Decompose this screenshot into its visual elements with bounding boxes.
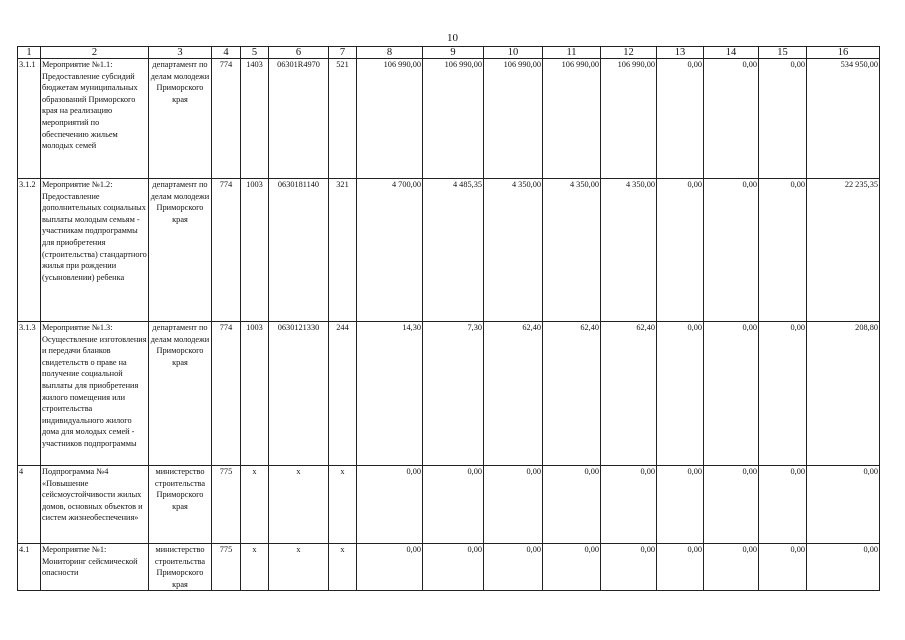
- row-executor: министерство строительства Приморского края: [149, 466, 212, 544]
- row-total: 0,00: [807, 466, 880, 544]
- row-grbs: 775: [212, 544, 241, 591]
- row-value: 0,00: [357, 466, 423, 544]
- row-value: 7,30: [423, 322, 484, 466]
- row-name: Подпрограмма №4 «Повышение сейсмоустойчивости жилых домов, основных объектов и систем жизнеобеспечения»: [41, 466, 149, 544]
- row-value: 0,00: [484, 544, 543, 591]
- row-value: 0,00: [704, 466, 759, 544]
- row-value: 14,30: [357, 322, 423, 466]
- row-vr: 521: [329, 59, 357, 179]
- row-total: 22 235,35: [807, 179, 880, 322]
- row-executor: министерство строительства Приморского края: [149, 544, 212, 591]
- row-csr: x: [269, 466, 329, 544]
- row-executor: департамент по делам молодежи Приморского края: [149, 59, 212, 179]
- row-id: 3.1.1: [18, 59, 41, 179]
- row-grbs: 774: [212, 179, 241, 322]
- column-header: 2: [41, 47, 149, 59]
- row-value: 0,00: [657, 322, 704, 466]
- row-csr: 06301R4970: [269, 59, 329, 179]
- column-header: 3: [149, 47, 212, 59]
- row-vr: x: [329, 466, 357, 544]
- row-value: 0,00: [759, 466, 807, 544]
- page-number: 10: [447, 32, 458, 44]
- row-name: Мероприятие №1.2: Предоставление дополнительных социальных выплаты молодым семьям - участникам подпрограммы для приобретения (строительства) стандартного жилья при рождении (усыновлении) ребенка: [41, 179, 149, 322]
- row-value: 0,00: [704, 59, 759, 179]
- header-row: [18, 47, 880, 59]
- column-header: 16: [807, 47, 880, 59]
- row-value: 0,00: [543, 544, 601, 591]
- row-rzpr: 1403: [241, 59, 269, 179]
- row-value: 106 990,00: [543, 59, 601, 179]
- row-executor: департамент по делам молодежи Приморского края: [149, 322, 212, 466]
- budget-table: [17, 46, 880, 591]
- row-grbs: 774: [212, 322, 241, 466]
- row-value: 106 990,00: [484, 59, 543, 179]
- column-header: 1: [18, 47, 41, 59]
- row-value: 0,00: [484, 466, 543, 544]
- row-value: 62,40: [543, 322, 601, 466]
- row-value: 0,00: [759, 59, 807, 179]
- row-value: 0,00: [423, 544, 484, 591]
- row-rzpr: 1003: [241, 179, 269, 322]
- row-value: 62,40: [601, 322, 657, 466]
- column-header: 9: [423, 47, 484, 59]
- row-value: 0,00: [423, 466, 484, 544]
- column-header: 13: [657, 47, 704, 59]
- column-header: 10: [484, 47, 543, 59]
- row-csr: 0630121330: [269, 322, 329, 466]
- row-total: 0,00: [807, 544, 880, 591]
- row-rzpr: x: [241, 466, 269, 544]
- row-total: 208,80: [807, 322, 880, 466]
- row-value: 106 990,00: [357, 59, 423, 179]
- row-value: 0,00: [601, 544, 657, 591]
- row-rzpr: 1003: [241, 322, 269, 466]
- row-value: 62,40: [484, 322, 543, 466]
- row-vr: 244: [329, 322, 357, 466]
- row-value: 0,00: [704, 544, 759, 591]
- column-header: 11: [543, 47, 601, 59]
- row-value: 4 485,35: [423, 179, 484, 322]
- row-grbs: 774: [212, 59, 241, 179]
- row-value: 4 350,00: [543, 179, 601, 322]
- row-value: 106 990,00: [423, 59, 484, 179]
- column-header: 15: [759, 47, 807, 59]
- row-name: Мероприятие №1.3: Осуществление изготовления и передачи бланков свидетельств о праве на получение социальной выплаты для приобретения жилого помещения или строительства индивидуального жилого дома для молодых семей - участников подпрограммы: [41, 322, 149, 466]
- row-value: 4 700,00: [357, 179, 423, 322]
- row-value: 0,00: [601, 466, 657, 544]
- row-value: 0,00: [657, 466, 704, 544]
- row-value: 0,00: [759, 179, 807, 322]
- column-header: 5: [241, 47, 269, 59]
- table-row: [18, 544, 880, 591]
- row-value: 0,00: [704, 179, 759, 322]
- row-value: 106 990,00: [601, 59, 657, 179]
- row-id: 4.1: [18, 544, 41, 591]
- row-value: 0,00: [657, 59, 704, 179]
- row-id: 3.1.2: [18, 179, 41, 322]
- row-value: 0,00: [704, 322, 759, 466]
- row-value: 0,00: [543, 466, 601, 544]
- row-total: 534 950,00: [807, 59, 880, 179]
- column-header: 8: [357, 47, 423, 59]
- row-csr: 0630181140: [269, 179, 329, 322]
- row-id: 4: [18, 466, 41, 544]
- row-vr: 321: [329, 179, 357, 322]
- table-row: [18, 322, 880, 466]
- row-value: 4 350,00: [484, 179, 543, 322]
- row-grbs: 775: [212, 466, 241, 544]
- column-header: 4: [212, 47, 241, 59]
- row-value: 0,00: [357, 544, 423, 591]
- column-header: 6: [269, 47, 329, 59]
- row-name: Мероприятие №1.1: Предоставление субсидий бюджетам муниципальных образований Приморского края на реализацию мероприятий по обеспечению жильем молодых семей: [41, 59, 149, 179]
- table-row: [18, 466, 880, 544]
- row-vr: x: [329, 544, 357, 591]
- row-value: 0,00: [759, 544, 807, 591]
- row-value: 0,00: [657, 179, 704, 322]
- column-header: 7: [329, 47, 357, 59]
- row-value: 0,00: [657, 544, 704, 591]
- row-executor: департамент по делам молодежи Приморского края: [149, 179, 212, 322]
- column-header: 12: [601, 47, 657, 59]
- row-csr: x: [269, 544, 329, 591]
- row-name: Мероприятие №1: Мониторинг сейсмической опасности: [41, 544, 149, 591]
- row-value: 0,00: [759, 322, 807, 466]
- table-row: [18, 59, 880, 179]
- row-rzpr: x: [241, 544, 269, 591]
- row-value: 4 350,00: [601, 179, 657, 322]
- table-row: [18, 179, 880, 322]
- row-id: 3.1.3: [18, 322, 41, 466]
- column-header: 14: [704, 47, 759, 59]
